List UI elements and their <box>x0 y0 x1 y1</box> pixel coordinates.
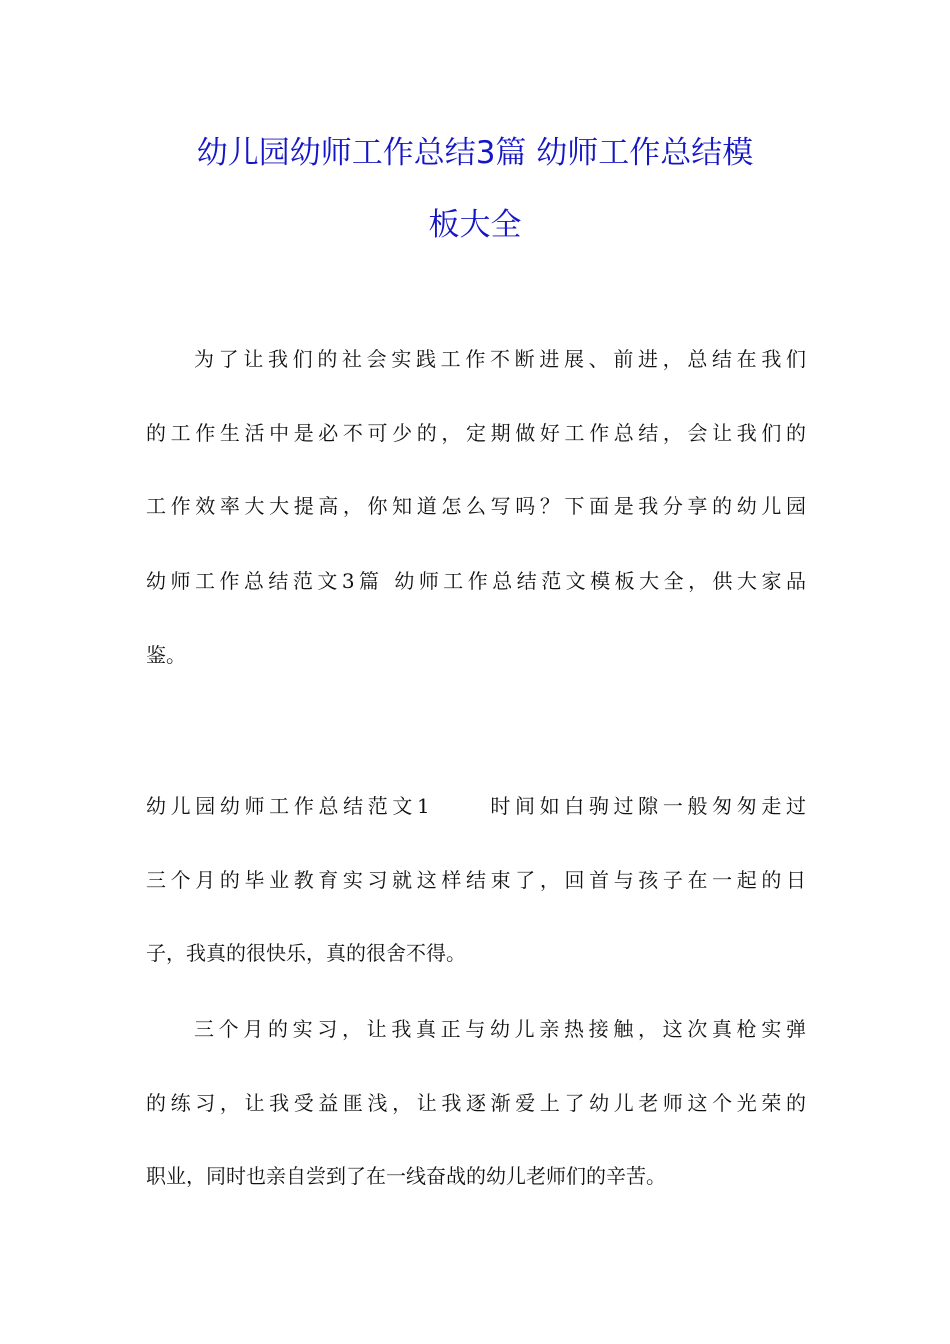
paragraph2-line-1: 三个月的实习，让我真正与幼儿亲热接触，这次真枪实弹 <box>194 1017 806 1041</box>
document-title-line-2: 板大全 <box>428 207 522 243</box>
intro-line-1: 为了让我们的社会实践工作不断进展、前进，总结在我们 <box>194 347 806 371</box>
paragraph2-line-2: 的练习，让我受益匪浅，让我逐渐爱上了幼儿老师这个光荣的 <box>146 1091 806 1115</box>
section-line-1: 时间如白驹过隙一般匆匆走过 <box>485 794 807 818</box>
intro-line-5: 鉴。 <box>146 643 186 667</box>
document-title-line-1: 幼儿园幼师工作总结3篇 幼师工作总结模 <box>196 135 754 171</box>
section-first-line <box>146 796 806 816</box>
paragraph2-line-3: 职业，同时也亲自尝到了在一线奋战的幼儿老师们的辛苦。 <box>146 1164 666 1188</box>
section-heading: 幼儿园幼师工作总结范文1 <box>146 794 430 818</box>
section-line-2: 三个月的毕业教育实习就这样结束了，回首与孩子在一起的日 <box>146 868 806 892</box>
section-line-3: 子，我真的很快乐，真的很舍不得。 <box>146 941 466 965</box>
intro-line-4: 幼师工作总结范文3篇 幼师工作总结范文模板大全，供大家品 <box>146 569 806 593</box>
intro-line-3: 工作效率大大提高，你知道怎么写吗？下面是我分享的幼儿园 <box>146 494 806 518</box>
intro-line-2: 的工作生活中是必不可少的，定期做好工作总结，会让我们的 <box>146 421 806 445</box>
